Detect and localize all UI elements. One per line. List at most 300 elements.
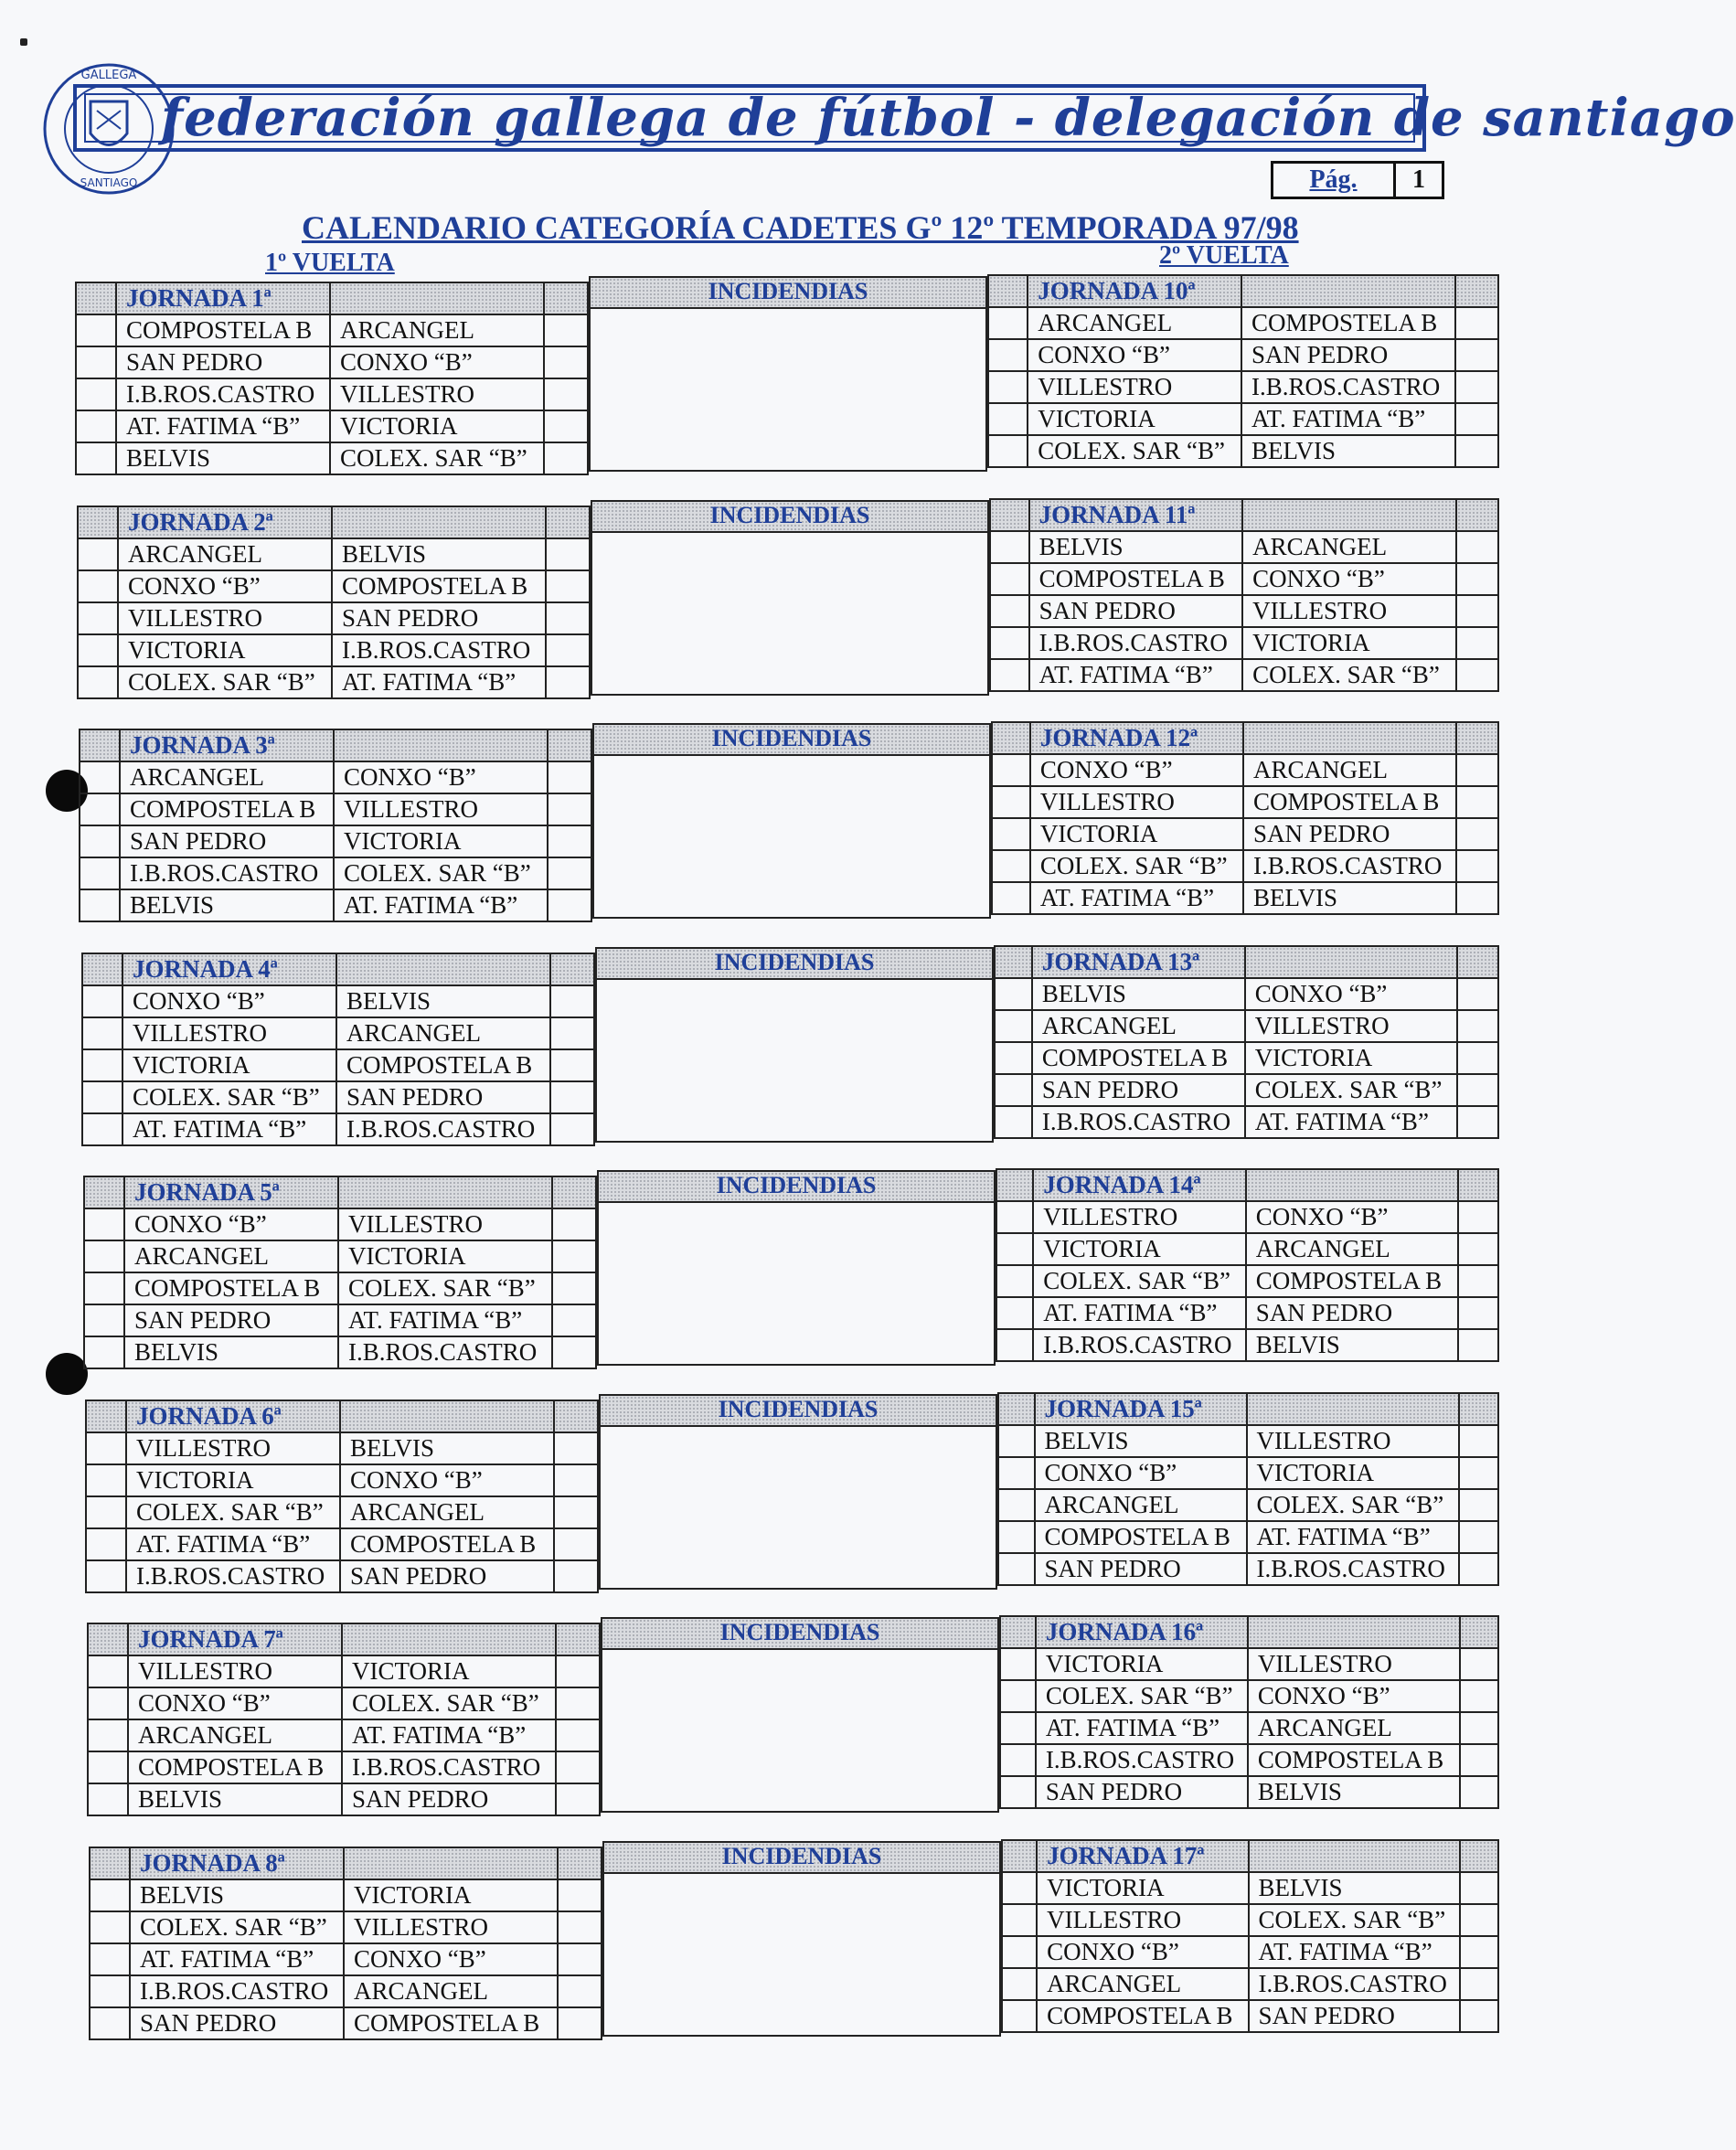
away-team: CONXO “B” bbox=[1242, 563, 1455, 595]
incidencias-notes-area bbox=[592, 756, 991, 919]
second-leg-table bbox=[994, 945, 1499, 1139]
match-row bbox=[88, 1751, 600, 1783]
home-team: BELVIS bbox=[120, 889, 334, 921]
home-team: VICTORIA bbox=[1036, 1648, 1248, 1680]
match-row bbox=[82, 1081, 594, 1113]
home-team: BELVIS bbox=[116, 442, 330, 474]
match-row bbox=[988, 435, 1498, 467]
away-team: VILLESTRO bbox=[334, 793, 548, 825]
match-row bbox=[992, 818, 1498, 850]
home-team: VICTORIA bbox=[1033, 1233, 1246, 1265]
home-team: BELVIS bbox=[1035, 1425, 1247, 1457]
away-team: ARCANGEL bbox=[340, 1496, 554, 1528]
match-row bbox=[992, 786, 1498, 818]
home-team: VICTORIA bbox=[1030, 818, 1243, 850]
jornada-title: JORNADA 12ª bbox=[1030, 722, 1243, 754]
svg-text:GALLEGA: GALLEGA bbox=[80, 69, 137, 82]
page-label: Pág. bbox=[1273, 164, 1396, 197]
away-team: ARCANGEL bbox=[1243, 754, 1456, 786]
away-team: COMPOSTELA B bbox=[332, 570, 546, 602]
away-team: BELVIS bbox=[1249, 1872, 1461, 1904]
match-row bbox=[80, 857, 591, 889]
match-row bbox=[78, 602, 590, 634]
away-team: COLEX. SAR “B” bbox=[1247, 1489, 1459, 1521]
home-team: AT. FATIMA “B” bbox=[1036, 1712, 1248, 1744]
match-row bbox=[1000, 1776, 1498, 1808]
home-team: CONXO “B” bbox=[1035, 1457, 1247, 1489]
match-row bbox=[82, 985, 594, 1017]
home-team: ARCANGEL bbox=[1028, 307, 1241, 339]
home-team: COMPOSTELA B bbox=[1029, 563, 1242, 595]
match-row bbox=[78, 634, 590, 666]
away-team: COLEX. SAR “B” bbox=[342, 1687, 556, 1719]
home-team: CONXO “B” bbox=[124, 1208, 338, 1240]
match-row bbox=[1002, 2000, 1498, 2032]
incidencias-notes-area bbox=[602, 1874, 1001, 2037]
away-team: VILLESTRO bbox=[330, 378, 544, 410]
away-team: SAN PEDRO bbox=[1243, 818, 1456, 850]
home-team: COLEX. SAR “B” bbox=[118, 666, 332, 698]
match-row bbox=[995, 1106, 1498, 1138]
home-team: BELVIS bbox=[1029, 531, 1242, 563]
away-team: COLEX. SAR “B” bbox=[1242, 659, 1455, 691]
home-team: AT. FATIMA “B” bbox=[130, 1943, 344, 1975]
home-team: VILLESTRO bbox=[128, 1655, 342, 1687]
away-team: COMPOSTELA B bbox=[1248, 1744, 1460, 1776]
match-row bbox=[84, 1272, 596, 1304]
home-team: I.B.ROS.CASTRO bbox=[120, 857, 334, 889]
home-team: CONXO “B” bbox=[118, 570, 332, 602]
home-team: ARCANGEL bbox=[128, 1719, 342, 1751]
home-team: CONXO “B” bbox=[1037, 1936, 1248, 1968]
match-row bbox=[90, 1911, 602, 1943]
punch-hole bbox=[46, 1353, 88, 1395]
match-row bbox=[988, 371, 1498, 403]
incidencias-header: INCIDENDIAS bbox=[599, 1394, 997, 1427]
second-leg-table bbox=[989, 498, 1499, 692]
away-team: I.B.ROS.CASTRO bbox=[1243, 850, 1456, 882]
away-team: VICTORIA bbox=[334, 825, 548, 857]
home-team: COMPOSTELA B bbox=[1032, 1042, 1245, 1074]
away-team: CONXO “B” bbox=[340, 1464, 554, 1496]
away-team: AT. FATIMA “B” bbox=[1245, 1106, 1458, 1138]
away-team: BELVIS bbox=[1243, 882, 1456, 914]
away-team: VICTORIA bbox=[1245, 1042, 1458, 1074]
home-team: COLEX. SAR “B” bbox=[126, 1496, 340, 1528]
jornada-title: JORNADA 5ª bbox=[124, 1176, 338, 1208]
away-team: AT. FATIMA “B” bbox=[1241, 403, 1455, 435]
away-team: CONXO “B” bbox=[1245, 978, 1458, 1010]
match-row bbox=[78, 666, 590, 698]
away-team: SAN PEDRO bbox=[336, 1081, 550, 1113]
match-row bbox=[988, 339, 1498, 371]
match-row bbox=[84, 1240, 596, 1272]
away-team: CONXO “B” bbox=[1248, 1680, 1460, 1712]
home-team: BELVIS bbox=[128, 1783, 342, 1815]
match-row bbox=[990, 563, 1498, 595]
match-row bbox=[990, 627, 1498, 659]
home-team: COMPOSTELA B bbox=[1035, 1521, 1247, 1553]
match-row bbox=[1000, 1680, 1498, 1712]
away-team: BELVIS bbox=[1246, 1329, 1458, 1361]
away-team: ARCANGEL bbox=[330, 314, 544, 346]
away-team: COLEX. SAR “B” bbox=[338, 1272, 552, 1304]
home-team: I.B.ROS.CASTRO bbox=[1029, 627, 1242, 659]
first-leg-table bbox=[79, 729, 592, 922]
away-team: VILLESTRO bbox=[1248, 1648, 1460, 1680]
home-team: I.B.ROS.CASTRO bbox=[116, 378, 330, 410]
home-team: VILLESTRO bbox=[122, 1017, 336, 1049]
match-row bbox=[998, 1425, 1498, 1457]
away-team: COLEX. SAR “B” bbox=[330, 442, 544, 474]
match-row bbox=[995, 1042, 1498, 1074]
second-leg-table bbox=[997, 1392, 1499, 1586]
match-row bbox=[76, 410, 588, 442]
away-team: VICTORIA bbox=[338, 1240, 552, 1272]
match-row bbox=[992, 850, 1498, 882]
jornada-title: JORNADA 8ª bbox=[130, 1847, 344, 1879]
match-row bbox=[996, 1297, 1498, 1329]
home-team: COMPOSTELA B bbox=[128, 1751, 342, 1783]
home-team: ARCANGEL bbox=[1035, 1489, 1247, 1521]
home-team: VICTORIA bbox=[122, 1049, 336, 1081]
away-team: VICTORIA bbox=[342, 1655, 556, 1687]
incidencias-header: INCIDENDIAS bbox=[589, 276, 987, 309]
incidencias-notes-area bbox=[597, 1203, 996, 1366]
match-row bbox=[998, 1457, 1498, 1489]
away-team: VILLESTRO bbox=[1247, 1425, 1459, 1457]
match-row bbox=[86, 1432, 598, 1464]
home-team: AT. FATIMA “B” bbox=[1029, 659, 1242, 691]
match-row bbox=[990, 531, 1498, 563]
away-team: ARCANGEL bbox=[1242, 531, 1455, 563]
home-team: VILLESTRO bbox=[1033, 1201, 1246, 1233]
match-row bbox=[1002, 1872, 1498, 1904]
jornada-title: JORNADA 7ª bbox=[128, 1623, 342, 1655]
home-team: AT. FATIMA “B” bbox=[122, 1113, 336, 1145]
match-row bbox=[76, 442, 588, 474]
away-team: I.B.ROS.CASTRO bbox=[342, 1751, 556, 1783]
home-team: I.B.ROS.CASTRO bbox=[130, 1975, 344, 2007]
home-team: COLEX. SAR “B” bbox=[1028, 435, 1241, 467]
match-row bbox=[1002, 1936, 1498, 1968]
first-leg-table bbox=[83, 1176, 597, 1369]
home-team: COMPOSTELA B bbox=[1037, 2000, 1248, 2032]
match-row bbox=[86, 1560, 598, 1592]
away-team: ARCANGEL bbox=[1248, 1712, 1460, 1744]
corner-mark bbox=[20, 38, 27, 46]
first-leg-table bbox=[77, 506, 591, 699]
incidencias-header: INCIDENDIAS bbox=[595, 947, 994, 980]
match-row bbox=[990, 659, 1498, 691]
match-row bbox=[990, 595, 1498, 627]
away-team: BELVIS bbox=[336, 985, 550, 1017]
match-row bbox=[1002, 1904, 1498, 1936]
match-row bbox=[992, 882, 1498, 914]
home-team: CONXO “B” bbox=[1028, 339, 1241, 371]
jornada-title: JORNADA 17ª bbox=[1037, 1840, 1248, 1872]
away-team: VILLESTRO bbox=[1242, 595, 1455, 627]
match-row bbox=[80, 793, 591, 825]
incidencias-notes-area bbox=[589, 309, 987, 472]
match-row bbox=[996, 1265, 1498, 1297]
match-row bbox=[78, 570, 590, 602]
match-row bbox=[78, 538, 590, 570]
first-leg-table bbox=[81, 953, 595, 1146]
away-team: VILLESTRO bbox=[338, 1208, 552, 1240]
home-team: ARCANGEL bbox=[1037, 1968, 1248, 2000]
away-team: AT. FATIMA “B” bbox=[1249, 1936, 1461, 1968]
match-row bbox=[82, 1113, 594, 1145]
match-row bbox=[988, 307, 1498, 339]
away-team: BELVIS bbox=[340, 1432, 554, 1464]
away-team: SAN PEDRO bbox=[1246, 1297, 1458, 1329]
away-team: I.B.ROS.CASTRO bbox=[338, 1336, 552, 1368]
match-row bbox=[90, 1879, 602, 1911]
away-team: COMPOSTELA B bbox=[1241, 307, 1455, 339]
home-team: CONXO “B” bbox=[122, 985, 336, 1017]
home-team: I.B.ROS.CASTRO bbox=[1036, 1744, 1248, 1776]
away-team: VICTORIA bbox=[1242, 627, 1455, 659]
match-row bbox=[84, 1208, 596, 1240]
match-row bbox=[86, 1464, 598, 1496]
away-team: AT. FATIMA “B” bbox=[1247, 1521, 1459, 1553]
home-team: VILLESTRO bbox=[1037, 1904, 1248, 1936]
home-team: VILLESTRO bbox=[118, 602, 332, 634]
second-leg-table bbox=[991, 721, 1499, 915]
home-team: CONXO “B” bbox=[1030, 754, 1243, 786]
home-team: COMPOSTELA B bbox=[116, 314, 330, 346]
away-team: SAN PEDRO bbox=[340, 1560, 554, 1592]
jornada-title: JORNADA 15ª bbox=[1035, 1393, 1247, 1425]
banner-title: federación gallega de fútbol - delegación de santiago bbox=[161, 88, 1736, 148]
away-team: COMPOSTELA B bbox=[340, 1528, 554, 1560]
match-row bbox=[995, 1010, 1498, 1042]
second-leg-table bbox=[987, 274, 1499, 468]
home-team: SAN PEDRO bbox=[130, 2007, 344, 2039]
match-row bbox=[996, 1233, 1498, 1265]
match-row bbox=[82, 1017, 594, 1049]
away-team: COMPOSTELA B bbox=[1243, 786, 1456, 818]
home-team: SAN PEDRO bbox=[124, 1304, 338, 1336]
match-row bbox=[88, 1719, 600, 1751]
incidencias-header: INCIDENDIAS bbox=[601, 1617, 999, 1650]
second-leg-table bbox=[999, 1615, 1499, 1809]
away-team: CONXO “B” bbox=[1246, 1201, 1458, 1233]
match-row bbox=[90, 1943, 602, 1975]
second-leg-heading: 2º VUELTA bbox=[1159, 241, 1289, 270]
away-team: I.B.ROS.CASTRO bbox=[1249, 1968, 1461, 2000]
away-team: CONXO “B” bbox=[330, 346, 544, 378]
match-row bbox=[76, 314, 588, 346]
match-row bbox=[84, 1304, 596, 1336]
home-team: SAN PEDRO bbox=[1029, 595, 1242, 627]
match-row bbox=[988, 403, 1498, 435]
home-team: COMPOSTELA B bbox=[124, 1272, 338, 1304]
match-row bbox=[86, 1496, 598, 1528]
away-team: ARCANGEL bbox=[344, 1975, 558, 2007]
home-team: ARCANGEL bbox=[1032, 1010, 1245, 1042]
away-team: SAN PEDRO bbox=[1241, 339, 1455, 371]
incidencias-header: INCIDENDIAS bbox=[591, 500, 989, 533]
jornada-title: JORNADA 16ª bbox=[1036, 1616, 1248, 1648]
incidencias-notes-area bbox=[599, 1427, 997, 1590]
home-team: COMPOSTELA B bbox=[120, 793, 334, 825]
jornada-title: JORNADA 1ª bbox=[116, 282, 330, 314]
home-team: VICTORIA bbox=[126, 1464, 340, 1496]
match-row bbox=[90, 1975, 602, 2007]
match-row bbox=[80, 825, 591, 857]
match-row bbox=[995, 978, 1498, 1010]
first-leg-table bbox=[89, 1847, 602, 2040]
away-team: ARCANGEL bbox=[1246, 1233, 1458, 1265]
away-team: AT. FATIMA “B” bbox=[332, 666, 546, 698]
away-team: BELVIS bbox=[1248, 1776, 1460, 1808]
svg-text:SANTIAGO: SANTIAGO bbox=[80, 176, 138, 189]
home-team: COLEX. SAR “B” bbox=[1030, 850, 1243, 882]
away-team: BELVIS bbox=[1241, 435, 1455, 467]
match-row bbox=[998, 1521, 1498, 1553]
match-row bbox=[995, 1074, 1498, 1106]
home-team: COLEX. SAR “B” bbox=[130, 1911, 344, 1943]
away-team: COMPOSTELA B bbox=[1246, 1265, 1458, 1297]
incidencias-header: INCIDENDIAS bbox=[597, 1170, 996, 1203]
away-team: I.B.ROS.CASTRO bbox=[1241, 371, 1455, 403]
first-leg-table bbox=[87, 1623, 601, 1816]
home-team: VILLESTRO bbox=[1028, 371, 1241, 403]
home-team: SAN PEDRO bbox=[1032, 1074, 1245, 1106]
match-row bbox=[88, 1655, 600, 1687]
match-row bbox=[76, 378, 588, 410]
home-team: CONXO “B” bbox=[128, 1687, 342, 1719]
home-team: I.B.ROS.CASTRO bbox=[1033, 1329, 1246, 1361]
match-row bbox=[996, 1201, 1498, 1233]
match-row bbox=[80, 889, 591, 921]
match-row bbox=[88, 1783, 600, 1815]
home-team: I.B.ROS.CASTRO bbox=[1032, 1106, 1245, 1138]
away-team: AT. FATIMA “B” bbox=[342, 1719, 556, 1751]
jornada-title: JORNADA 2ª bbox=[118, 506, 332, 538]
home-team: ARCANGEL bbox=[124, 1240, 338, 1272]
home-team: AT. FATIMA “B” bbox=[1033, 1297, 1246, 1329]
away-team: VICTORIA bbox=[330, 410, 544, 442]
away-team: AT. FATIMA “B” bbox=[334, 889, 548, 921]
page-indicator bbox=[1271, 161, 1444, 199]
home-team: VILLESTRO bbox=[126, 1432, 340, 1464]
incidencias-notes-area bbox=[595, 980, 994, 1143]
match-row bbox=[86, 1528, 598, 1560]
home-team: VICTORIA bbox=[1028, 403, 1241, 435]
home-team: VICTORIA bbox=[1037, 1872, 1248, 1904]
match-row bbox=[1000, 1744, 1498, 1776]
match-row bbox=[84, 1336, 596, 1368]
match-row bbox=[992, 754, 1498, 786]
second-leg-table bbox=[1001, 1839, 1499, 2033]
home-team: VICTORIA bbox=[118, 634, 332, 666]
match-row bbox=[1000, 1648, 1498, 1680]
jornada-title: JORNADA 11ª bbox=[1029, 499, 1242, 531]
match-row bbox=[82, 1049, 594, 1081]
away-team: BELVIS bbox=[332, 538, 546, 570]
home-team: SAN PEDRO bbox=[120, 825, 334, 857]
jornada-title: JORNADA 10ª bbox=[1028, 275, 1241, 307]
home-team: COLEX. SAR “B” bbox=[1036, 1680, 1248, 1712]
away-team: COLEX. SAR “B” bbox=[1245, 1074, 1458, 1106]
home-team: COLEX. SAR “B” bbox=[1033, 1265, 1246, 1297]
away-team: I.B.ROS.CASTRO bbox=[332, 634, 546, 666]
incidencias-header: INCIDENDIAS bbox=[602, 1841, 1001, 1874]
match-row bbox=[996, 1329, 1498, 1361]
home-team: BELVIS bbox=[130, 1879, 344, 1911]
incidencias-notes-area bbox=[601, 1650, 999, 1813]
match-row bbox=[1002, 1968, 1498, 2000]
away-team: SAN PEDRO bbox=[332, 602, 546, 634]
away-team: COLEX. SAR “B” bbox=[334, 857, 548, 889]
jornada-title: JORNADA 6ª bbox=[126, 1400, 340, 1432]
first-leg-heading: 1º VUELTA bbox=[265, 249, 395, 277]
first-leg-table bbox=[75, 282, 589, 475]
jornada-title: JORNADA 3ª bbox=[120, 729, 334, 761]
away-team: VILLESTRO bbox=[344, 1911, 558, 1943]
away-team: VILLESTRO bbox=[1245, 1010, 1458, 1042]
home-team: ARCANGEL bbox=[118, 538, 332, 570]
home-team: AT. FATIMA “B” bbox=[1030, 882, 1243, 914]
away-team: SAN PEDRO bbox=[342, 1783, 556, 1815]
home-team: VILLESTRO bbox=[1030, 786, 1243, 818]
home-team: BELVIS bbox=[1032, 978, 1245, 1010]
match-row bbox=[90, 2007, 602, 2039]
away-team: CONXO “B” bbox=[344, 1943, 558, 1975]
home-team: SAN PEDRO bbox=[116, 346, 330, 378]
match-row bbox=[1000, 1712, 1498, 1744]
away-team: I.B.ROS.CASTRO bbox=[1247, 1553, 1459, 1585]
match-row bbox=[80, 761, 591, 793]
jornada-title: JORNADA 4ª bbox=[122, 953, 336, 985]
home-team: AT. FATIMA “B” bbox=[126, 1528, 340, 1560]
page-title: CALENDARIO CATEGORÍA CADETES Gº 12º TEMPORADA 97/98 bbox=[302, 209, 1299, 246]
home-team: AT. FATIMA “B” bbox=[116, 410, 330, 442]
match-row bbox=[88, 1687, 600, 1719]
away-team: SAN PEDRO bbox=[1249, 2000, 1461, 2032]
first-leg-table bbox=[85, 1400, 599, 1593]
home-team: BELVIS bbox=[124, 1336, 338, 1368]
page-number: 1 bbox=[1412, 165, 1425, 194]
incidencias-header: INCIDENDIAS bbox=[592, 723, 991, 756]
away-team: VICTORIA bbox=[1247, 1457, 1459, 1489]
home-team: I.B.ROS.CASTRO bbox=[126, 1560, 340, 1592]
away-team: COMPOSTELA B bbox=[344, 2007, 558, 2039]
second-leg-table bbox=[996, 1168, 1499, 1362]
away-team: ARCANGEL bbox=[336, 1017, 550, 1049]
match-row bbox=[76, 346, 588, 378]
away-team: AT. FATIMA “B” bbox=[338, 1304, 552, 1336]
header-banner bbox=[73, 84, 1736, 152]
match-row bbox=[998, 1553, 1498, 1585]
home-team: ARCANGEL bbox=[120, 761, 334, 793]
jornada-title: JORNADA 14ª bbox=[1033, 1169, 1246, 1201]
match-row bbox=[998, 1489, 1498, 1521]
away-team: COLEX. SAR “B” bbox=[1249, 1904, 1461, 1936]
jornada-title: JORNADA 13ª bbox=[1032, 946, 1245, 978]
away-team: CONXO “B” bbox=[334, 761, 548, 793]
home-team: COLEX. SAR “B” bbox=[122, 1081, 336, 1113]
incidencias-notes-area bbox=[591, 533, 989, 696]
home-team: SAN PEDRO bbox=[1035, 1553, 1247, 1585]
away-team: I.B.ROS.CASTRO bbox=[336, 1113, 550, 1145]
home-team: SAN PEDRO bbox=[1036, 1776, 1248, 1808]
away-team: COMPOSTELA B bbox=[336, 1049, 550, 1081]
away-team: VICTORIA bbox=[344, 1879, 558, 1911]
